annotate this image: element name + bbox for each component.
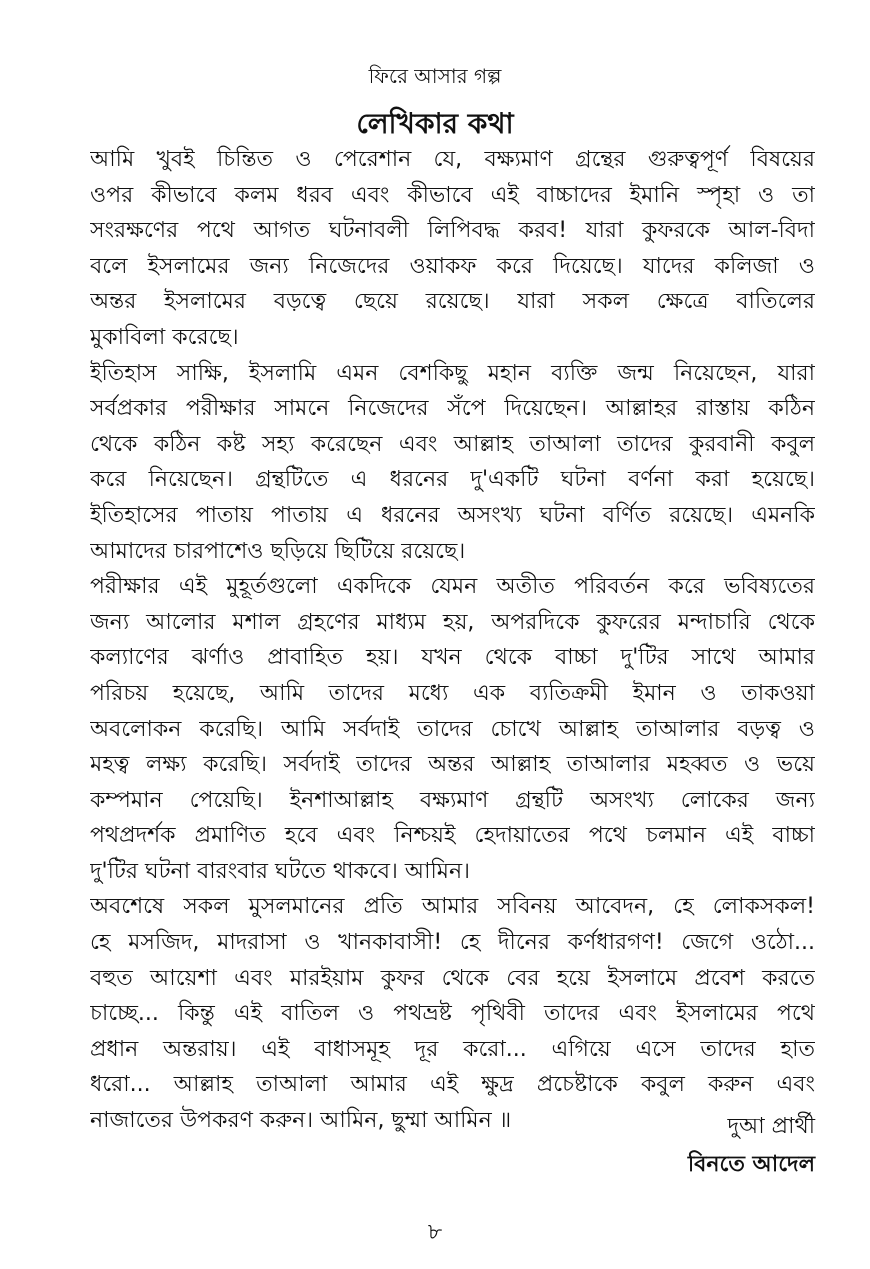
text-line: চাচ্ছে... কিন্তু এই বাতিল ও পথভ্রষ্ট পৃথিবী তাদের এবং ইসলামের পথে <box>90 1001 815 1027</box>
chapter-title: লেখিকার কথা <box>356 107 514 140</box>
text-line: মুকাবিলা করেছে। <box>90 324 239 350</box>
text-line: ওপর কীভাবে কলম ধরব এবং কীভাবে এই বাচ্চাদের ইমানি স্পৃহা ও তা <box>90 182 815 208</box>
text-line: পরিচয় হয়েছে, আমি তাদের মধ্যে এক ব্যতিক্রমী ইমান ও তাকওয়া <box>90 680 815 706</box>
text-line: ইতিহাসের পাতায় পাতায় এ ধরনের অসংখ্য ঘটনা বর্ণিত রয়েছে। এমনকি <box>90 502 815 528</box>
text-line: বহুত আয়েশা এবং মারইয়াম কুফর থেকে বের হয়ে ইসলামে প্রবেশ করতে <box>90 965 815 991</box>
text-line: আমি খুবই চিন্তিত ও পেরেশান যে, বক্ষ্যমাণ গ্রন্থের গুরুত্বপূর্ণ বিষয়ের <box>90 147 815 172</box>
text-line: দু'টির ঘটনা বারংবার ঘটতে থাকবে। আমিন। <box>90 858 471 884</box>
signature-salutation: দুআ প্রার্থী <box>727 1114 815 1139</box>
text-line: অবলোকন করেছি। আমি সর্বদাই তাদের চোখে আল্লাহ তাআলার বড়ত্ব ও <box>90 716 815 742</box>
text-line: বলে ইসলামের জন্য নিজেদের ওয়াকফ করে দিয়েছে। যাদের কলিজা ও <box>90 253 815 279</box>
running-header: ফিরে আসার গল্প <box>368 64 502 88</box>
text-line: নাজাতের উপকরণ করুন। আমিন, ছুম্মা আমিন ॥ <box>90 1108 512 1134</box>
text-line: সর্বপ্রকার পরীক্ষার সামনে নিজেদের সঁপে দিয়েছেন। আল্লাহর রাস্তায় কঠিন <box>90 396 815 422</box>
paragraph-1 <box>90 142 815 356</box>
page-number: ৮ <box>427 1220 443 1245</box>
paragraph-4 <box>90 889 815 1138</box>
paragraph-2 <box>90 356 815 570</box>
text-line: পরীক্ষার এই মুহূর্তগুলো একদিকে যেমন অতীত পরিবর্তন করে ভবিষ্যতের <box>90 574 815 600</box>
text-line: ধরো... আল্লাহ তাআলা আমার এই ক্ষুদ্র প্রচেষ্টাকে কবুল করুন এবং <box>90 1072 815 1098</box>
text-line: থেকে কঠিন কষ্ট সহ্য করেছেন এবং আল্লাহ তাআলা তাদের কুরবানী কবুল <box>90 431 815 457</box>
text-line: জন্য আলোর মশাল গ্রহণের মাধ্যম হয়, অপরদিকে কুফরের মন্দাচারি থেকে <box>90 609 815 635</box>
body-text <box>90 142 815 1139</box>
text-line: কল্যাণের ঝর্ণাও প্রাবাহিত হয়। যখন থেকে বাচ্চা দু'টির সাথে আমার <box>90 645 815 671</box>
text-line: অন্তর ইসলামের বড়ত্বে ছেয়ে রয়েছে। যারা সকল ক্ষেত্রে বাতিলের <box>90 289 815 315</box>
text-line: কম্পমান পেয়েছি। ইনশাআল্লাহ বক্ষ্যমাণ গ্রন্থটি অসংখ্য লোকের জন্য <box>90 787 815 813</box>
text-line: ইতিহাস সাক্ষি, ইসলামি এমন বেশকিছু মহান ব্যক্তি জন্ম নিয়েছেন, যারা <box>90 360 815 386</box>
paragraph-3 <box>90 569 815 889</box>
text-line: করে নিয়েছেন। গ্রন্থটিতে এ ধরনের দু'একটি ঘটনা বর্ণনা করা হয়েছে। <box>90 467 815 493</box>
text-line: আমাদের চারপাশেও ছড়িয়ে ছিটিয়ে রয়েছে। <box>90 538 466 564</box>
text-line: মহত্ব লক্ষ্য করেছি। সর্বদাই তাদের অন্তর আল্লাহ তাআলার মহব্বত ও ভয়ে <box>90 752 815 778</box>
text-line: অবশেষে সকল মুসলমানের প্রতি আমার সবিনয় আবেদন, হে লোকসকল! <box>90 894 815 920</box>
text-line: প্রধান অন্তরায়। এই বাধাসমূহ দূর করো... এগিয়ে এসে তাদের হাত <box>90 1036 815 1062</box>
signature-author: বিনতে আদেল <box>687 1152 815 1177</box>
text-line: হে মসজিদ, মাদরাসা ও খানকাবাসী! হে দীনের কর্ণধারগণ! জেগে ওঠো... <box>90 930 815 956</box>
text-line: সংরক্ষণের পথে আগত ঘটনাবলী লিপিবদ্ধ করব! যারা কুফরকে আল-বিদা <box>90 218 815 244</box>
text-line: পথপ্রদর্শক প্রমাণিত হবে এবং নিশ্চয়ই হেদায়াতের পথে চলমান এই বাচ্চা <box>90 823 815 849</box>
